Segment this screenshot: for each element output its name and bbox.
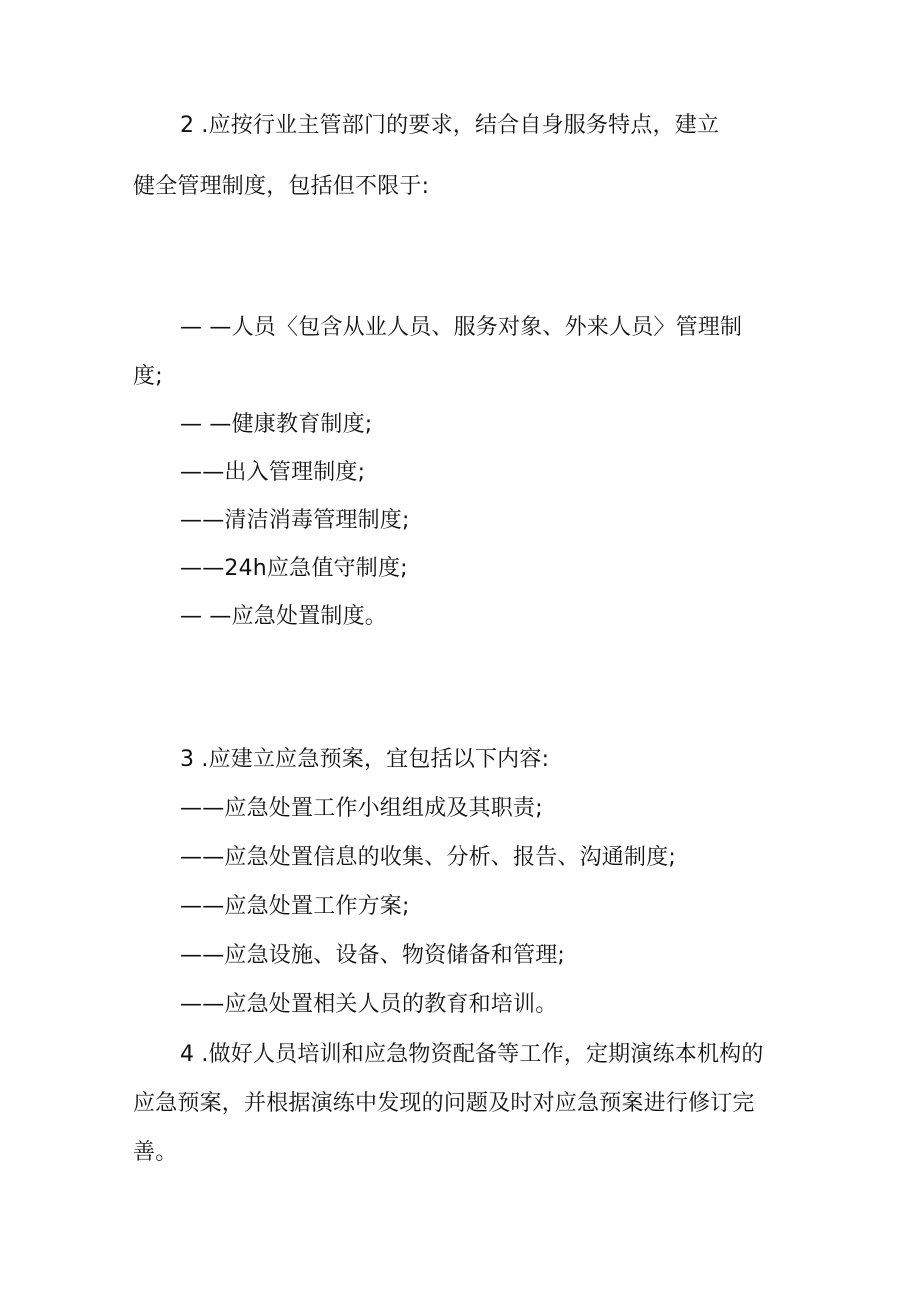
section-3-item-working-group: ——应急处置工作小组组成及其职责;: [180, 796, 543, 821]
section-4-line-3: 善。: [133, 1140, 178, 1165]
section-3-item-work-plan: ——应急处置工作方案;: [180, 894, 410, 919]
section-2-line-2: 健全管理制度，包括但不限于:: [133, 174, 430, 199]
section-2-item-personnel-continued: 度;: [133, 364, 163, 389]
section-2-item-access-management: ——出入管理制度;: [180, 460, 366, 485]
section-3-item-equipment-reserves: ——应急设施、设备、物资储备和管理;: [180, 943, 566, 968]
section-4-line-1: 4 .做好人员培训和应急物资配备等工作，定期演练本机构的: [180, 1042, 764, 1067]
section-2-line-1: 2 .应按行业主管部门的要求，结合自身服务特点，建立: [180, 113, 720, 138]
section-2-item-cleaning-disinfection: ——清洁消毒管理制度;: [180, 508, 410, 533]
section-2-item-24h-duty: ——24h应急值守制度;: [180, 556, 408, 581]
section-2-item-personnel: — —人员〈包含从业人员、服务对象、外来人员〉管理制: [180, 315, 743, 340]
section-2-item-health-education: — —健康教育制度;: [180, 412, 373, 437]
section-3-item-information-handling: ——应急处置信息的收集、分析、报告、沟通制度;: [180, 845, 677, 870]
section-3-line-1: 3 .应建立应急预案，宜包括以下内容:: [180, 747, 550, 772]
section-2-item-emergency-handling: — —应急处置制度。: [180, 604, 387, 629]
section-4-line-2: 应急预案，并根据演练中发现的问题及时对应急预案进行修订完: [133, 1091, 755, 1116]
section-3-item-training: ——应急处置相关人员的教育和培训。: [180, 992, 558, 1017]
